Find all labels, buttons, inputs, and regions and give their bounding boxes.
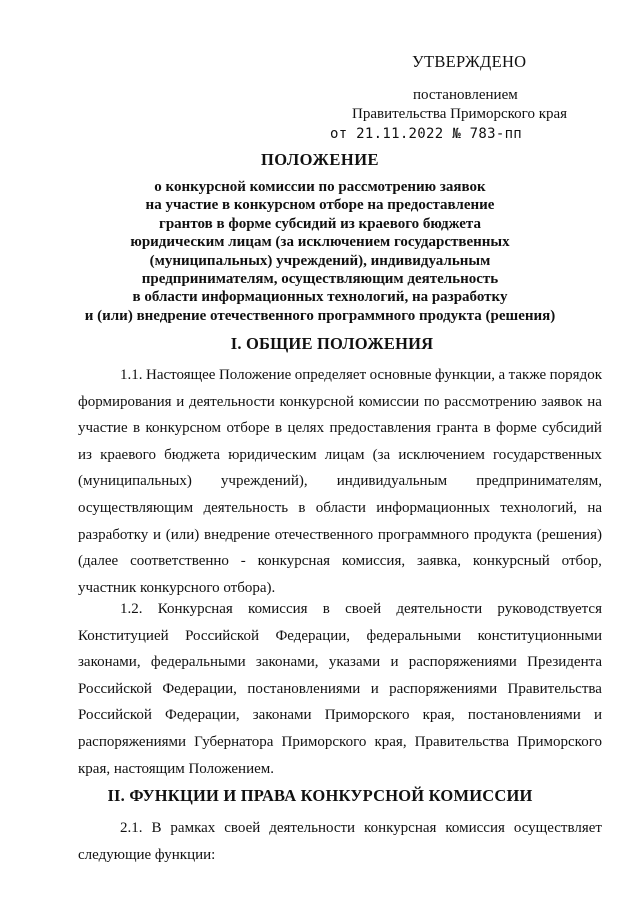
word: участие xyxy=(78,420,128,437)
word: (далее xyxy=(78,553,119,570)
paragraph-line xyxy=(78,596,602,623)
word: Положение xyxy=(218,367,292,383)
word: законами xyxy=(252,707,312,724)
word: конкурсный xyxy=(472,553,550,570)
word: законами, xyxy=(255,654,319,671)
word: комиссия xyxy=(445,820,505,836)
word: конституционными xyxy=(477,627,602,644)
word: Федерации, xyxy=(162,680,237,697)
word: руководствуется xyxy=(497,601,602,617)
word: деятельности xyxy=(269,820,356,836)
word: федеральными xyxy=(150,654,246,671)
word: Губернатора xyxy=(194,733,274,750)
word: отбор, xyxy=(561,553,602,570)
subtitle-line: грантов в форме субсидий из краевого бюджета xyxy=(159,215,481,232)
document-subtitle xyxy=(0,178,640,325)
word: исключением xyxy=(398,446,485,463)
word: и xyxy=(593,707,602,724)
subtitle-line: о конкурсной комиссии по рассмотрению заявок xyxy=(154,179,486,195)
document-title: ПОЛОЖЕНИЕ xyxy=(260,150,380,169)
word: и xyxy=(176,393,185,410)
word: отечественного xyxy=(274,526,374,543)
paragraph-1-2 xyxy=(78,596,602,782)
paragraph-2-1 xyxy=(78,815,602,868)
word: Настоящее xyxy=(145,367,216,383)
word: функции, xyxy=(435,367,495,383)
word: внедрение xyxy=(203,526,271,543)
word: Приморского xyxy=(324,707,410,724)
word: федеральными xyxy=(366,627,462,644)
approval-stamp xyxy=(330,52,602,144)
word: определяет xyxy=(294,367,367,383)
paragraph-line xyxy=(78,649,602,676)
word: своей xyxy=(224,820,261,836)
word: форме xyxy=(496,420,537,437)
word: и xyxy=(370,680,379,697)
word: по xyxy=(423,393,440,410)
word: и xyxy=(153,526,162,543)
word: технологий, xyxy=(500,499,578,516)
paragraph-line xyxy=(78,442,602,469)
word: Российской xyxy=(78,707,152,724)
word: постановлениями xyxy=(247,680,361,697)
word: деятельности xyxy=(396,601,483,617)
paragraph-line xyxy=(78,676,602,703)
paragraph-line xyxy=(78,468,602,495)
word: комиссия, xyxy=(341,553,406,570)
word: рамках xyxy=(170,820,216,836)
paragraph-line xyxy=(78,415,602,442)
word: соответственно xyxy=(130,553,229,570)
word: программного xyxy=(377,526,470,543)
word: Федерации, xyxy=(275,627,351,644)
word: распоряжениями xyxy=(389,680,498,697)
word: конкурсная xyxy=(257,553,330,570)
word: конкурсная xyxy=(364,820,437,836)
word: в xyxy=(322,601,330,617)
word: деятельность xyxy=(203,499,289,516)
word: комиссии xyxy=(358,393,420,410)
word: бюджета xyxy=(164,446,221,463)
paragraph-line xyxy=(78,495,602,522)
approved-label: УТВЕРЖДЕНО xyxy=(412,52,527,71)
word: (или) xyxy=(165,526,200,543)
word: своей xyxy=(345,601,382,617)
paragraph-line xyxy=(78,702,602,729)
line-text: следующие функции: xyxy=(78,846,216,863)
paragraph-line xyxy=(78,842,602,869)
word: (решения) xyxy=(536,526,602,543)
word: 1.1. xyxy=(120,367,143,383)
approval-date-number: от 21.11.2022 № 783-пп xyxy=(330,126,523,142)
word: информационных xyxy=(376,499,490,516)
word: в xyxy=(483,420,491,437)
paragraph-line xyxy=(78,548,602,575)
word: учреждений), xyxy=(220,473,308,490)
word: области xyxy=(315,499,366,516)
section-2-heading: II. ФУНКЦИИ И ПРАВА КОНКУРСНОЙ КОМИССИИ xyxy=(107,786,533,805)
word: гранта xyxy=(436,420,479,437)
word: субсидий xyxy=(542,420,602,437)
paragraph-line xyxy=(78,389,602,416)
subtitle-line: в области информационных технологий, на разработку xyxy=(132,289,508,306)
word: и xyxy=(390,654,399,671)
paragraph-line xyxy=(78,522,602,549)
word: краевого xyxy=(100,446,156,463)
word: края, xyxy=(422,707,455,724)
word: Конституцией xyxy=(78,627,169,644)
approved-by-resolution: постановлением xyxy=(413,87,518,103)
word: распоряжениями xyxy=(78,733,187,750)
section-1-heading: I. ОБЩИЕ ПОЛОЖЕНИЯ xyxy=(230,334,434,353)
word: рассмотрению xyxy=(444,393,537,410)
word: отборе xyxy=(226,420,270,437)
word: продукта xyxy=(473,526,532,543)
word: комиссия xyxy=(248,601,308,617)
word: государственных xyxy=(492,446,602,463)
word: указами xyxy=(328,654,381,671)
word: - xyxy=(240,553,246,570)
subtitle-line: юридическим лицам (за исключением государственных xyxy=(130,234,510,251)
word: Приморского xyxy=(517,733,602,750)
word: Правительства xyxy=(414,733,510,750)
word: края, xyxy=(374,733,407,750)
word: на xyxy=(587,393,602,410)
word: в xyxy=(133,420,141,437)
word: Российской xyxy=(185,627,259,644)
word: конкурсной xyxy=(279,393,354,410)
word: 1.2. xyxy=(120,601,143,617)
word: юридическим xyxy=(228,446,317,463)
word: а xyxy=(498,367,506,383)
word: на xyxy=(587,499,602,516)
word: распоряжениями xyxy=(408,654,517,671)
word: (муниципальных) xyxy=(78,473,192,490)
word: заявок xyxy=(541,393,583,410)
word: предпринимателям, xyxy=(476,473,602,490)
word: также xyxy=(508,367,547,383)
line-text: участник конкурсного отбора). xyxy=(78,579,276,596)
subtitle-line: (муниципальных) учреждений), индивидуальным xyxy=(149,252,491,269)
word: законами, xyxy=(78,654,141,671)
word: (за xyxy=(372,446,391,463)
word: осуществляет xyxy=(513,820,602,836)
paragraph-line xyxy=(78,815,602,842)
word: В xyxy=(151,820,162,836)
word: разработку xyxy=(78,526,149,543)
line-text: края, настоящим Положением. xyxy=(78,760,275,777)
word: в xyxy=(275,420,283,437)
word: основные xyxy=(369,367,432,383)
word: Российской xyxy=(78,680,152,697)
subtitle-line: и (или) внедрение отечественного программного продукта (решения) xyxy=(84,307,556,324)
word: лицам xyxy=(324,446,365,463)
word: Правительства xyxy=(507,680,602,697)
word: осуществляющим xyxy=(78,499,194,516)
word: целях xyxy=(287,420,325,437)
word: индивидуальным xyxy=(336,473,448,490)
word: заявка, xyxy=(416,553,462,570)
word: Федерации, xyxy=(165,707,240,724)
word: в xyxy=(298,499,306,516)
subtitle-line: предпринимателям, осуществляющим деятельность xyxy=(141,271,499,288)
word: 2.1. xyxy=(120,820,143,836)
paragraph-line xyxy=(78,756,602,783)
word: Конкурсная xyxy=(157,601,233,617)
paragraph-1-1 xyxy=(78,362,602,601)
paragraph-line xyxy=(78,729,602,756)
word: Приморского xyxy=(281,733,367,750)
paragraph-line xyxy=(78,362,602,389)
word: деятельности xyxy=(188,393,275,410)
word: предоставления xyxy=(329,420,432,437)
paragraph-line xyxy=(78,623,602,650)
word: постановлениями xyxy=(467,707,581,724)
approved-by-government: Правительства Приморского края xyxy=(352,106,568,122)
word: порядок xyxy=(549,367,602,383)
word: из xyxy=(78,446,92,463)
word: конкурсном xyxy=(145,420,222,437)
word: формирования xyxy=(78,393,172,410)
subtitle-line: на участие в конкурсном отборе на предоставление xyxy=(145,197,495,214)
word: Президента xyxy=(527,654,602,671)
